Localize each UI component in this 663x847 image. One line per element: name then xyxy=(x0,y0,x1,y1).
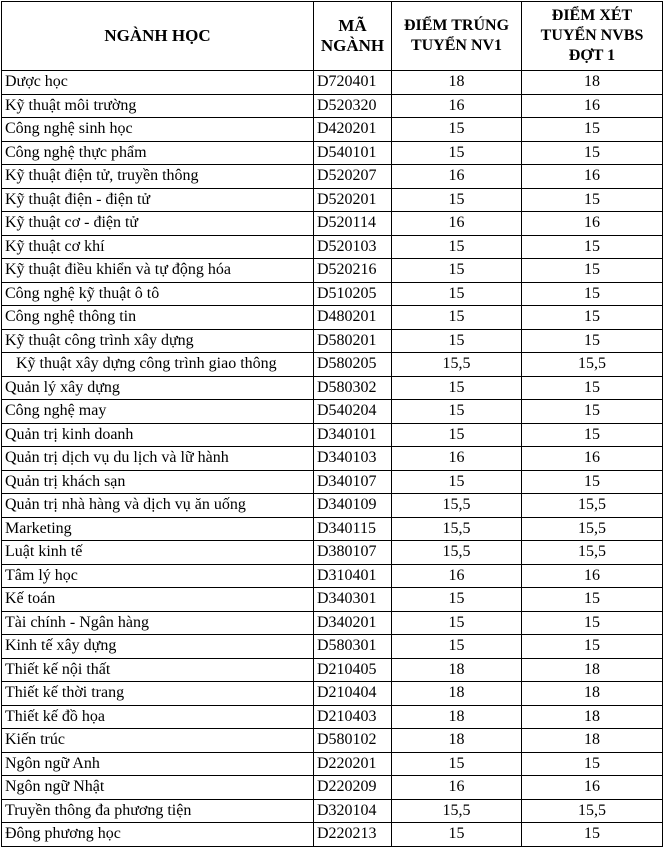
major-name-cell: Quản trị nhà hàng và dịch vụ ăn uống xyxy=(2,494,314,518)
nv1-score-cell: 15,5 xyxy=(392,541,522,565)
header-major-label: NGÀNH HỌC xyxy=(104,26,211,45)
major-name-cell: Marketing xyxy=(2,517,314,541)
nvbs-score-cell: 15 xyxy=(522,235,663,259)
table-row xyxy=(2,705,663,729)
nv1-score-cell: 15 xyxy=(392,188,522,212)
nvbs-score-cell: 15 xyxy=(522,611,663,635)
table-row xyxy=(2,447,663,471)
major-name-cell: Kỹ thuật điều khiển và tự động hóa xyxy=(2,259,314,283)
major-name-cell: Kỹ thuật điện - điện tử xyxy=(2,188,314,212)
major-name-cell: Quản trị khách sạn xyxy=(2,470,314,494)
header-nv1-line1: ĐIỂM TRÚNG xyxy=(403,17,510,34)
nv1-score-cell: 15,5 xyxy=(392,799,522,823)
major-name-cell: Luật kinh tế xyxy=(2,541,314,565)
major-code-cell: D220201 xyxy=(314,752,392,776)
major-code-cell: D380107 xyxy=(314,541,392,565)
major-code-cell: D520201 xyxy=(314,188,392,212)
major-code-cell: D320104 xyxy=(314,799,392,823)
nvbs-score-cell: 15,5 xyxy=(522,799,663,823)
nvbs-score-cell: 15 xyxy=(522,259,663,283)
major-name-cell: Quản lý xây dựng xyxy=(2,376,314,400)
major-code-cell: D220209 xyxy=(314,776,392,800)
nv1-score-cell: 16 xyxy=(392,564,522,588)
table-row xyxy=(2,188,663,212)
table-row xyxy=(2,729,663,753)
admission-scores-table xyxy=(1,1,663,847)
nvbs-score-cell: 15,5 xyxy=(522,541,663,565)
major-name-cell: Kỹ thuật cơ khí xyxy=(2,235,314,259)
major-name-cell: Tài chính - Ngân hàng xyxy=(2,611,314,635)
table-row xyxy=(2,752,663,776)
table-row xyxy=(2,353,663,377)
major-name-cell: Kiến trúc xyxy=(2,729,314,753)
major-name-cell: Thiết kế nội thất xyxy=(2,658,314,682)
major-name-cell: Kỹ thuật môi trường xyxy=(2,94,314,118)
major-code-cell: D520114 xyxy=(314,212,392,236)
major-code-cell: D420201 xyxy=(314,118,392,142)
header-nvbs xyxy=(522,2,663,71)
major-name-cell: Tâm lý học xyxy=(2,564,314,588)
table-row xyxy=(2,71,663,95)
nvbs-score-cell: 18 xyxy=(522,729,663,753)
nv1-score-cell: 15 xyxy=(392,282,522,306)
nv1-score-cell: 15 xyxy=(392,470,522,494)
major-name-cell: Ngôn ngữ Anh xyxy=(2,752,314,776)
table-row xyxy=(2,141,663,165)
major-code-cell: D520320 xyxy=(314,94,392,118)
major-name-cell: Đông phương học xyxy=(2,823,314,847)
table-row xyxy=(2,94,663,118)
major-code-cell: D540101 xyxy=(314,141,392,165)
table-row xyxy=(2,212,663,236)
nvbs-score-cell: 15 xyxy=(522,188,663,212)
nvbs-score-cell: 15 xyxy=(522,752,663,776)
table-row xyxy=(2,470,663,494)
nv1-score-cell: 16 xyxy=(392,212,522,236)
nv1-score-cell: 15 xyxy=(392,611,522,635)
table-row xyxy=(2,494,663,518)
nv1-score-cell: 15 xyxy=(392,752,522,776)
nvbs-score-cell: 18 xyxy=(522,658,663,682)
major-name-cell: Quản trị dịch vụ du lịch và lữ hành xyxy=(2,447,314,471)
nvbs-score-cell: 15 xyxy=(522,306,663,330)
nvbs-score-cell: 16 xyxy=(522,94,663,118)
nv1-score-cell: 18 xyxy=(392,71,522,95)
nv1-score-cell: 15,5 xyxy=(392,494,522,518)
nvbs-score-cell: 15 xyxy=(522,118,663,142)
major-name-cell: Truyền thông đa phương tiện xyxy=(2,799,314,823)
nvbs-score-cell: 16 xyxy=(522,564,663,588)
header-row xyxy=(2,2,663,71)
major-name-cell: Công nghệ kỹ thuật ô tô xyxy=(2,282,314,306)
major-name-cell: Dược học xyxy=(2,71,314,95)
major-code-cell: D340109 xyxy=(314,494,392,518)
nvbs-score-cell: 15 xyxy=(522,588,663,612)
major-code-cell: D220213 xyxy=(314,823,392,847)
major-code-cell: D580205 xyxy=(314,353,392,377)
table-row xyxy=(2,799,663,823)
table-row xyxy=(2,611,663,635)
header-code xyxy=(314,2,392,71)
major-code-cell: D580201 xyxy=(314,329,392,353)
nvbs-score-cell: 18 xyxy=(522,705,663,729)
major-name-cell: Kế toán xyxy=(2,588,314,612)
major-name-cell: Kinh tế xây dựng xyxy=(2,635,314,659)
table-row xyxy=(2,376,663,400)
nv1-score-cell: 15 xyxy=(392,376,522,400)
header-code-line2: NGÀNH xyxy=(320,36,385,55)
nv1-score-cell: 15 xyxy=(392,118,522,142)
table-row xyxy=(2,823,663,847)
major-name-cell: Ngôn ngữ Nhật xyxy=(2,776,314,800)
table-row xyxy=(2,165,663,189)
major-name-cell: Thiết kế thời trang xyxy=(2,682,314,706)
nv1-score-cell: 18 xyxy=(392,705,522,729)
major-name-cell: Thiết kế đồ họa xyxy=(2,705,314,729)
nvbs-score-cell: 15,5 xyxy=(522,494,663,518)
major-code-cell: D210403 xyxy=(314,705,392,729)
nvbs-score-cell: 15 xyxy=(522,423,663,447)
major-name-cell: Công nghệ thực phẩm xyxy=(2,141,314,165)
major-code-cell: D520216 xyxy=(314,259,392,283)
nv1-score-cell: 15 xyxy=(392,306,522,330)
major-name-cell: Quản trị kinh doanh xyxy=(2,423,314,447)
nv1-score-cell: 15 xyxy=(392,635,522,659)
major-code-cell: D340101 xyxy=(314,423,392,447)
nv1-score-cell: 18 xyxy=(392,729,522,753)
nvbs-score-cell: 16 xyxy=(522,165,663,189)
table-row xyxy=(2,517,663,541)
table-row xyxy=(2,423,663,447)
nvbs-score-cell: 15 xyxy=(522,400,663,424)
nv1-score-cell: 15 xyxy=(392,329,522,353)
major-code-cell: D580102 xyxy=(314,729,392,753)
nv1-score-cell: 15,5 xyxy=(392,353,522,377)
major-code-cell: D340115 xyxy=(314,517,392,541)
header-nv1-line2: TUYỂN NV1 xyxy=(410,37,503,54)
nv1-score-cell: 15 xyxy=(392,259,522,283)
table-row xyxy=(2,282,663,306)
major-name-cell: Công nghệ thông tin xyxy=(2,306,314,330)
major-code-cell: D210404 xyxy=(314,682,392,706)
major-code-cell: D540204 xyxy=(314,400,392,424)
table-row xyxy=(2,306,663,330)
major-code-cell: D340107 xyxy=(314,470,392,494)
major-name-cell: Công nghệ sinh học xyxy=(2,118,314,142)
nv1-score-cell: 15 xyxy=(392,235,522,259)
header-nvbs-line2: TUYỂN NVBS xyxy=(540,27,644,44)
table-row xyxy=(2,564,663,588)
major-code-cell: D520207 xyxy=(314,165,392,189)
table-row xyxy=(2,118,663,142)
major-code-cell: D340103 xyxy=(314,447,392,471)
table-row xyxy=(2,541,663,565)
nvbs-score-cell: 15 xyxy=(522,282,663,306)
nvbs-score-cell: 16 xyxy=(522,447,663,471)
table-row xyxy=(2,588,663,612)
major-code-cell: D580301 xyxy=(314,635,392,659)
nv1-score-cell: 15 xyxy=(392,423,522,447)
major-name-cell: Kỹ thuật công trình xây dựng xyxy=(2,329,314,353)
table-row xyxy=(2,400,663,424)
table-row xyxy=(2,329,663,353)
nvbs-score-cell: 15,5 xyxy=(522,353,663,377)
nvbs-score-cell: 16 xyxy=(522,212,663,236)
header-nvbs-line1: ĐIỂM XÉT xyxy=(551,7,633,24)
major-code-cell: D210405 xyxy=(314,658,392,682)
header-nvbs-line3: ĐỢT 1 xyxy=(568,47,616,64)
header-code-line1: MÃ xyxy=(338,16,367,35)
major-code-cell: D720401 xyxy=(314,71,392,95)
major-code-cell: D340301 xyxy=(314,588,392,612)
major-name-cell: Kỹ thuật điện tử, truyền thông xyxy=(2,165,314,189)
nv1-score-cell: 18 xyxy=(392,658,522,682)
nv1-score-cell: 15 xyxy=(392,400,522,424)
major-name-cell: Kỹ thuật cơ - điện tử xyxy=(2,212,314,236)
major-code-cell: D580302 xyxy=(314,376,392,400)
major-name-cell: Công nghệ may xyxy=(2,400,314,424)
major-code-cell: D510205 xyxy=(314,282,392,306)
nv1-score-cell: 15 xyxy=(392,588,522,612)
major-code-cell: D480201 xyxy=(314,306,392,330)
nv1-score-cell: 16 xyxy=(392,776,522,800)
table-row xyxy=(2,776,663,800)
nvbs-score-cell: 15 xyxy=(522,635,663,659)
major-name-cell: Kỹ thuật xây dựng công trình giao thông xyxy=(2,353,314,377)
table-row xyxy=(2,635,663,659)
major-code-cell: D310401 xyxy=(314,564,392,588)
nv1-score-cell: 18 xyxy=(392,682,522,706)
nv1-score-cell: 15,5 xyxy=(392,517,522,541)
nvbs-score-cell: 18 xyxy=(522,71,663,95)
nvbs-score-cell: 15 xyxy=(522,376,663,400)
major-code-cell: D340201 xyxy=(314,611,392,635)
nvbs-score-cell: 15 xyxy=(522,141,663,165)
header-nv1 xyxy=(392,2,522,71)
nvbs-score-cell: 15 xyxy=(522,823,663,847)
table-row xyxy=(2,658,663,682)
nv1-score-cell: 16 xyxy=(392,94,522,118)
nvbs-score-cell: 15 xyxy=(522,329,663,353)
table-row xyxy=(2,235,663,259)
nv1-score-cell: 15 xyxy=(392,823,522,847)
major-code-cell: D520103 xyxy=(314,235,392,259)
nv1-score-cell: 15 xyxy=(392,141,522,165)
nvbs-score-cell: 18 xyxy=(522,682,663,706)
nvbs-score-cell: 16 xyxy=(522,776,663,800)
nvbs-score-cell: 15,5 xyxy=(522,517,663,541)
nv1-score-cell: 16 xyxy=(392,165,522,189)
nv1-score-cell: 16 xyxy=(392,447,522,471)
table-row xyxy=(2,259,663,283)
table-row xyxy=(2,682,663,706)
header-major xyxy=(2,2,314,71)
nvbs-score-cell: 15 xyxy=(522,470,663,494)
